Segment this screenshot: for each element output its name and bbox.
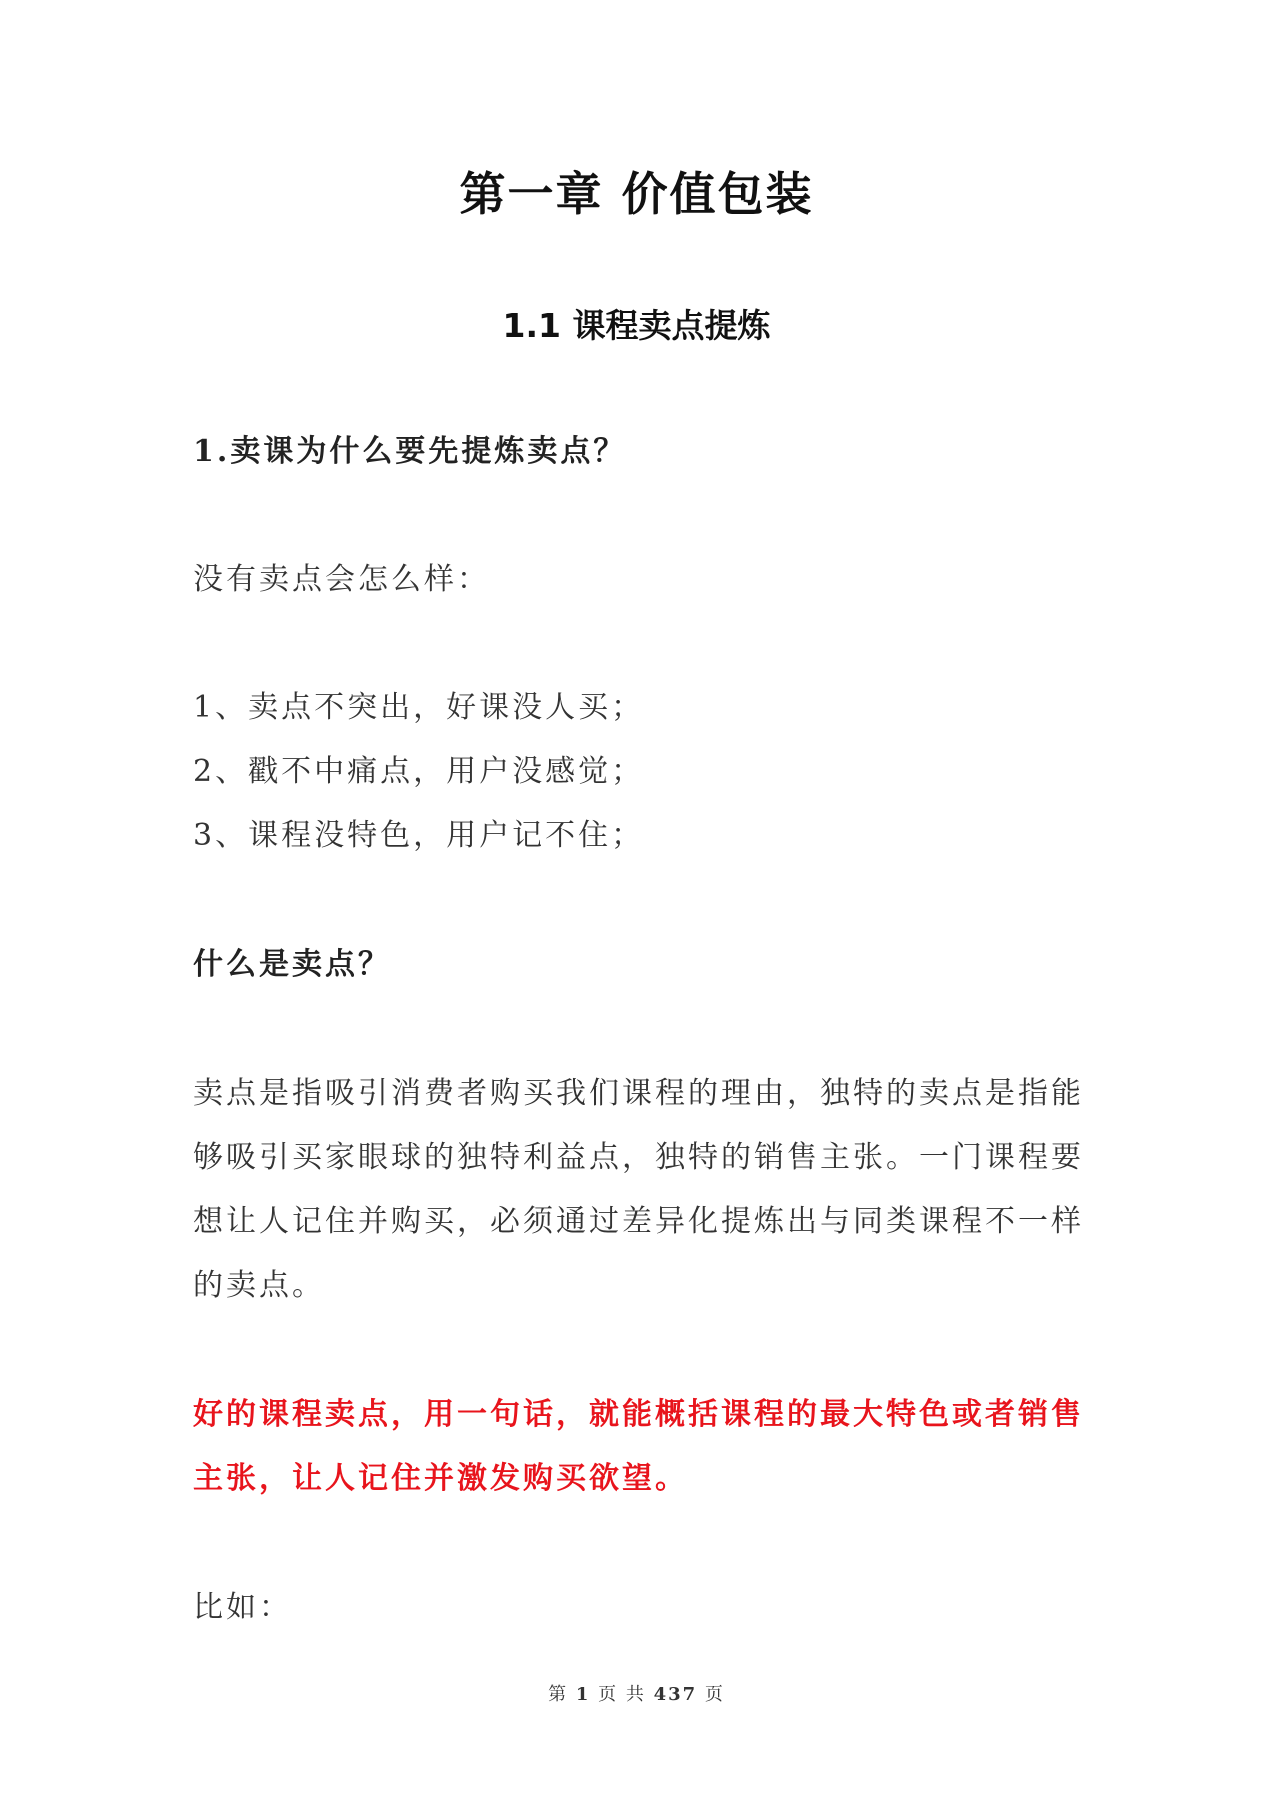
footer-prefix: 第 (548, 1684, 569, 1705)
page-number: 1 (575, 1684, 591, 1705)
total-pages: 437 (653, 1684, 698, 1705)
question-heading: 1.卖课为什么要先提炼卖点？ (193, 434, 627, 469)
no-selling-point-intro: 没有卖点会怎么样： (193, 562, 490, 597)
page-footer (0, 1680, 1273, 1706)
highlight-paragraph: 好的课程卖点，用一句话，就能概括课程的最大特色或者销售主张，让人记住并激发购买欲望。 (193, 1397, 1084, 1496)
footer-suffix: 页 (704, 1684, 725, 1705)
section-title: 1.1 课程卖点提炼 (502, 306, 771, 345)
what-is-heading: 什么是卖点？ (193, 947, 391, 982)
chapter-title: 第一章 价值包装 (459, 167, 814, 221)
list-item: 1、卖点不突出，好课没人买； (193, 690, 645, 725)
consequence-list (193, 676, 1093, 868)
example-intro: 比如： (193, 1590, 292, 1625)
footer-middle: 页 共 (598, 1684, 646, 1705)
list-item: 3、课程没特色，用户记不住； (193, 818, 645, 853)
list-item: 2、戳不中痛点，用户没感觉； (193, 754, 645, 789)
definition-paragraph: 卖点是指吸引消费者购买我们课程的理由，独特的卖点是指能够吸引买家眼球的独特利益点，独特的销售主张。一门课程要想让人记住并购买，必须通过差异化提炼出与同类课程不一样的卖点。 (193, 1076, 1084, 1303)
